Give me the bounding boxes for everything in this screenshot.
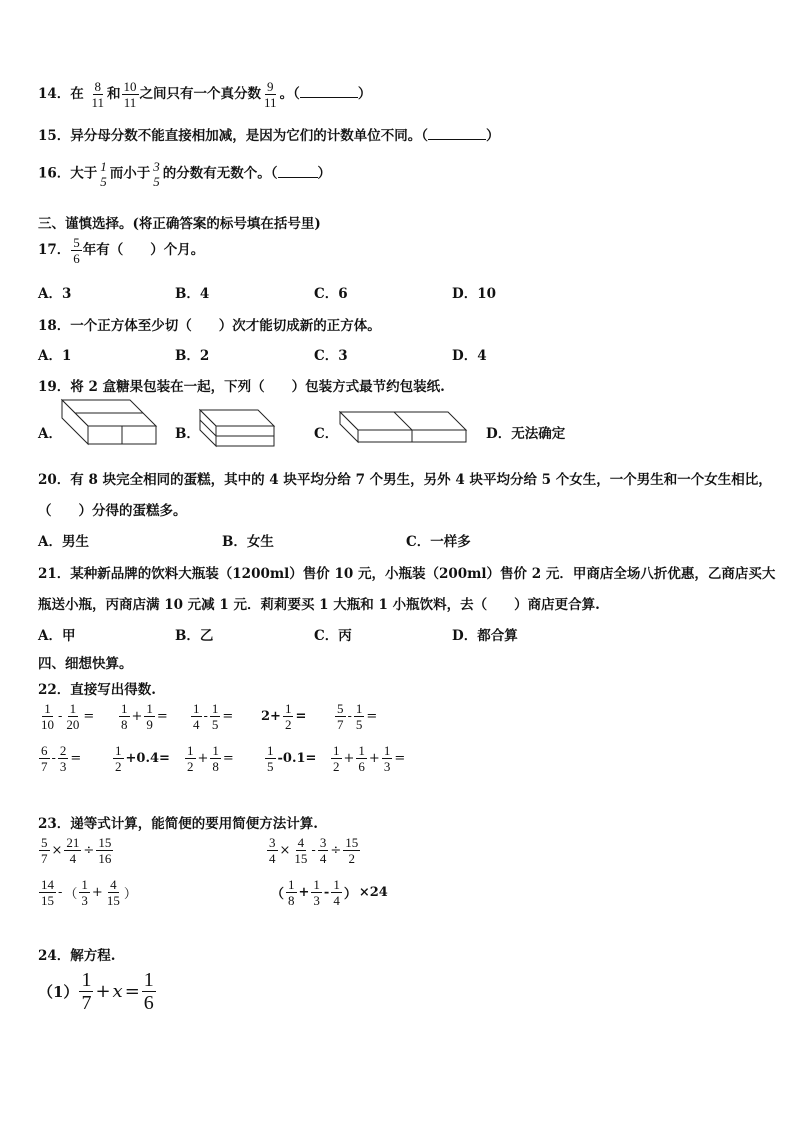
fraction: $\frac{1}{20}$: [66, 701, 80, 732]
calc-row-2b: $\frac{1}{2}$ +0.4=: [115, 743, 170, 774]
option-a[interactable]: A．男生: [38, 534, 89, 550]
fraction: 1 5: [100, 159, 107, 189]
fraction: $\frac{5}{6}$: [73, 235, 80, 266]
fraction: $\frac{4}{15}$: [294, 835, 308, 866]
option-c[interactable]: C．: [314, 426, 339, 442]
fraction: $\frac{1}{2}$: [284, 701, 292, 732]
fraction: $\frac{5}{7}$: [41, 835, 48, 866]
answer-blank[interactable]: [278, 165, 318, 178]
fraction: $\frac{1}{5}$: [355, 701, 363, 732]
question-14: 14．在 $\frac{8}{11}$ 和 $\frac{10}{11}$ 之间只有一个真分数 $\frac{9}{11}$ 。（ ）: [38, 79, 372, 110]
fraction: $\frac{1}{3}$: [81, 877, 88, 908]
option-c[interactable]: C．6: [314, 286, 348, 302]
fraction: $\frac{1}{8}$: [212, 743, 219, 774]
fraction: $\frac{5}{7}$: [337, 701, 344, 732]
calc-row-1c: $\frac{1}{4}$ - $\frac{1}{5}$ =: [193, 701, 234, 732]
question-21-cont: 瓶送小瓶，丙商店满 10 元减 1 元．莉莉要买 1 大瓶和 1 小瓶饮料，去（ ）商店更合算.: [38, 597, 600, 613]
question-19: 19．将 2 盒糖果包装在一起，下列（ ）包装方式最节约包装纸.: [38, 379, 445, 395]
option-c[interactable]: C．一样多: [406, 534, 471, 550]
question-17: 17． $\frac{5}{6}$ 年有（ ）个月。: [38, 235, 205, 266]
fraction: $\frac{1}{8}$: [121, 701, 128, 732]
fraction: $\frac{8}{11}$: [91, 79, 105, 110]
calc-row-2c: $\frac{1}{2}$ + $\frac{1}{8}$ =: [187, 743, 234, 774]
question-20-cont: （ ）分得的蛋糕多。: [38, 503, 187, 519]
fraction: $\frac{14}{15}$: [41, 877, 54, 908]
fraction: $\frac{2}{3}$: [59, 743, 67, 774]
package-b-illustration: [198, 408, 278, 450]
fraction: $\frac{1}{9}$: [146, 701, 153, 732]
option-d[interactable]: D．4: [452, 348, 487, 364]
fraction: $\frac{10}{11}$: [123, 79, 137, 110]
step-calc-2: $\frac{3}{4}$ × $\frac{4}{15}$ - $\frac{3}{4}$ ÷ $\frac{15}{2}$: [269, 835, 359, 866]
question-21: 21．某种新品牌的饮料大瓶装（1200ml）售价 10 元，小瓶装（200ml）售价 2 元．甲商店全场八折优惠，乙商店买大: [38, 566, 776, 582]
fraction: $\frac{3}{4}$: [269, 835, 276, 866]
calc-row-1: $\frac{1}{10}$ - $\frac{1}{20}$ =: [41, 701, 95, 732]
question-22: 22．直接写出得数.: [38, 682, 156, 698]
option-b[interactable]: B．乙: [175, 628, 214, 644]
calc-row-1b: $\frac{1}{8}$ + $\frac{1}{9}$ =: [121, 701, 168, 732]
step-calc-4: （ $\frac{1}{8}$ + $\frac{1}{3}$ - $\frac{1}{4}$ ） ×24: [271, 877, 388, 908]
fraction: $\frac{1}{4}$: [193, 701, 200, 732]
equation-1: （1） $\frac{1}{7}$ + x = $\frac{1}{6}$: [38, 969, 154, 1014]
fraction: $\frac{1}{6}$: [143, 969, 154, 1014]
calc-row-2d: $\frac{1}{5}$ -0.1=: [267, 743, 317, 774]
answer-blank[interactable]: [300, 85, 358, 98]
question-18: 18．一个正方体至少切（ ）次才能切成新的正方体。: [38, 318, 381, 334]
fraction: $\frac{1}{8}$: [288, 877, 295, 908]
option-b[interactable]: B．4: [175, 286, 210, 302]
fraction: $\frac{1}{7}$: [81, 969, 92, 1014]
fraction: $\frac{15}{2}$: [345, 835, 359, 866]
fraction: $\frac{1}{5}$: [211, 701, 219, 732]
option-b[interactable]: B．2: [175, 348, 210, 364]
fraction: $\frac{9}{11}$: [264, 79, 277, 110]
calc-row-1e: $\frac{5}{7}$ - $\frac{1}{5}$ =: [337, 701, 378, 732]
step-calc-1: $\frac{5}{7}$ × $\frac{21}{4}$ ÷ $\frac{15}{16}$: [41, 835, 112, 866]
fraction: $\frac{21}{4}$: [66, 835, 80, 866]
package-c-illustration: [338, 410, 470, 444]
option-a[interactable]: A．甲: [38, 628, 76, 644]
fraction: $\frac{1}{3}$: [383, 743, 391, 774]
question-20: 20．有 8 块完全相同的蛋糕，其中的 4 块平均分给 7 个男生，另外 4 块平均分给 5 个女生，一个男生和一个女生相比，: [38, 472, 772, 488]
section-heading: 三、谨慎选择。(将正确答案的标号填在括号里): [38, 216, 321, 232]
answer-blank[interactable]: [428, 127, 486, 140]
option-d[interactable]: D．都合算: [452, 628, 518, 644]
step-calc-3: $\frac{14}{15}$ - （ $\frac{1}{3}$ + $\frac{4}{15}$ ）: [41, 877, 137, 908]
fraction: $\frac{1}{2}$: [115, 743, 122, 774]
fraction: $\frac{1}{6}$: [358, 743, 365, 774]
fraction: $\frac{4}{15}$: [106, 877, 120, 908]
fraction: $\frac{6}{7}$: [41, 743, 48, 774]
option-a[interactable]: A．3: [38, 286, 72, 302]
fraction: $\frac{1}{4}$: [333, 877, 340, 908]
option-a[interactable]: A．: [38, 426, 62, 442]
fraction: $\frac{1}{2}$: [187, 743, 194, 774]
package-a-illustration: [60, 398, 160, 450]
fraction: 3 5: [153, 159, 160, 189]
fraction: $\frac{15}{16}$: [98, 835, 112, 866]
option-b[interactable]: B．女生: [222, 534, 274, 550]
option-d[interactable]: D．10: [452, 286, 496, 302]
section-heading: 四、细想快算。: [38, 656, 133, 672]
question-15: 15．异分母分数不能直接相加减，是因为它们的计数单位不同。（ ）: [38, 128, 500, 144]
calc-row-2: $\frac{6}{7}$ - $\frac{2}{3}$ =: [41, 743, 82, 774]
calc-row-2e: $\frac{1}{2}$ + $\frac{1}{6}$ + $\frac{1}{3}$ =: [333, 743, 406, 774]
fraction: $\frac{1}{3}$: [313, 877, 320, 908]
option-d[interactable]: D．无法确定: [486, 426, 566, 442]
option-c[interactable]: C．3: [314, 348, 348, 364]
option-a[interactable]: A．1: [38, 348, 72, 364]
question-16: 16．大于 1 5 而小于 3 5 的分数有无数个。（ ）: [38, 159, 332, 189]
question-24: 24．解方程.: [38, 948, 116, 964]
option-b[interactable]: B．: [175, 426, 200, 442]
fraction: $\frac{3}{4}$: [319, 835, 327, 866]
fraction: $\frac{1}{5}$: [267, 743, 274, 774]
calc-row-1d: 2+ $\frac{1}{2}$ =: [261, 701, 307, 732]
fraction: $\frac{1}{10}$: [41, 701, 54, 732]
fraction: $\frac{1}{2}$: [333, 743, 340, 774]
question-23: 23．递等式计算，能简便的要用简便方法计算.: [38, 816, 318, 832]
option-c[interactable]: C．丙: [314, 628, 352, 644]
